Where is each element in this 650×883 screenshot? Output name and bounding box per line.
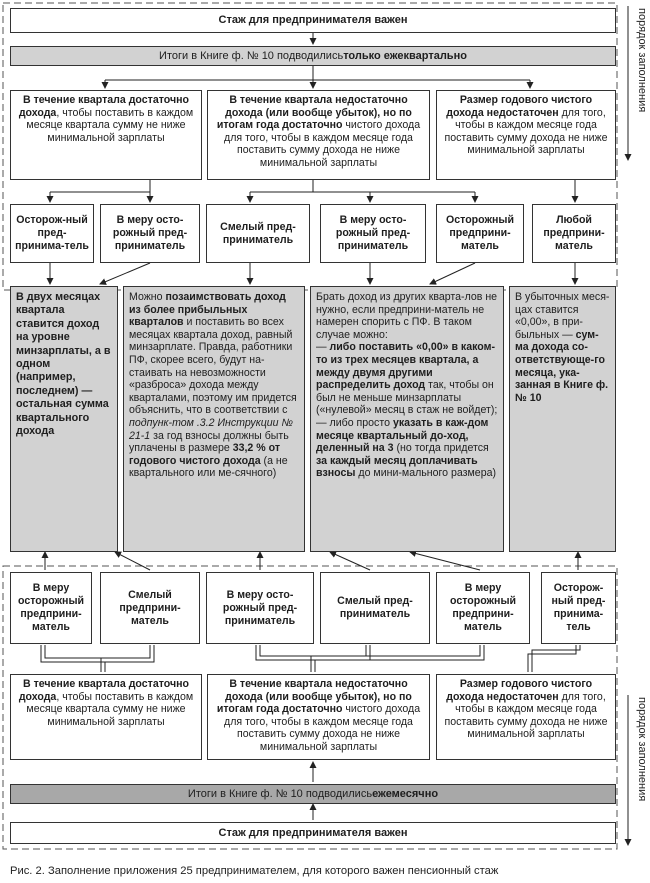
monthly-note-bar: [10, 784, 616, 804]
text-run: и поставить во всех месяцах квартала доход, равный минзарплате. Правда, работники ПФ, скорее всего, будут на-стаивать на невозможности «разброса» дохода между кварталами, поэтому им придется объяснить, что в соответствии с: [129, 316, 297, 417]
text-run: —: [316, 341, 330, 354]
monthly-note-emphasis: ежемесячно: [372, 787, 439, 800]
bottom-case-sufficient-year: [207, 674, 430, 760]
top-role-6: Любой предприни-матель: [532, 204, 616, 263]
text-run: чистого дохода для того, чтобы в каждом месяце года поставить сумму дохода не ниже минимальной зарплаты: [224, 119, 421, 169]
top-title-bar: Стаж для предпринимателя важен: [10, 8, 616, 33]
text-run: В течение квартала достаточно дохода: [18, 94, 190, 119]
bottom-role-6: Осторож-ный пред-принима-тель: [541, 572, 616, 644]
bottom-role-1: В меру осторожный предприни-матель: [10, 572, 92, 644]
top-role-3: Смелый пред-приниматель: [206, 204, 310, 263]
text-run: , чтобы поставить в каждом месяце квартала сумму не ниже минимальной зарплаты: [26, 106, 194, 144]
text-run: подпунк-том .3.2 Инструкции № 21-1: [129, 416, 293, 442]
top-role-1: Осторож-ный пред-принима-тель: [10, 204, 94, 263]
text-run: для того, чтобы в каждом месяце года поставить сумму дохода не ниже минимальной зарплаты: [444, 690, 608, 741]
text-run: (но тогда придется: [393, 442, 489, 455]
bottom-role-2: Смелый предприни-матель: [100, 572, 200, 644]
text-run: (а не квартального или ме-сячного): [129, 454, 288, 480]
text-run: указать в каж-дом месяце квартальный до-ход, деленный на 3: [316, 416, 489, 455]
text-run: для того, чтобы в каждом месяце года поставить сумму дохода не ниже минимальной зарплаты: [444, 106, 608, 157]
bottom-role-3: В меру осто-рожный пред-приниматель: [206, 572, 314, 644]
side-label-bottom: порядок заполнения: [636, 697, 648, 802]
text-run: до мини-мального размера): [355, 467, 497, 480]
monthly-note-text: Итоги в Книге ф. № 10 подводились: [187, 787, 373, 800]
text-run: сум-ма дохода со-ответствующе-го месяца, ука-занная в Книге ф. № 10: [515, 328, 609, 404]
text-run: либо поставить «0,00» в каком-то из трех месяцев квартала, а между двумя другими распределить доход: [316, 341, 495, 392]
bottom-role-5: В меру осторожный предприни-матель: [436, 572, 530, 644]
quarterly-note-emphasis: только ежеквартально: [343, 49, 467, 62]
text-run: В убыточных меся-цах ставится «0,00», в при-быльных —: [515, 291, 610, 341]
top-case-sufficient-quarter: [10, 90, 202, 180]
text-run: , чтобы поставить в каждом месяце квартала сумму не ниже минимальной зарплаты: [26, 690, 194, 728]
top-case-insufficient-year: [436, 90, 616, 180]
strategy-borrow-income: [123, 286, 305, 552]
top-role-2: В меру осто-рожный пред-приниматель: [100, 204, 200, 263]
text-run: Размер годового чистого дохода недостаточен: [446, 678, 593, 703]
text-run: Можно: [129, 291, 166, 303]
text-run: позаимствовать доход из более прибыльных кварталов: [129, 291, 286, 329]
quarterly-note-text: Итоги в Книге ф. № 10 подводились: [159, 49, 344, 62]
top-role-4: В меру осто-рожный пред-приниматель: [320, 204, 426, 263]
strategy-loss-months: [509, 286, 616, 552]
text-run: — либо просто: [316, 416, 393, 429]
bottom-case-insufficient-year: [436, 674, 616, 760]
strategy-two-months: [10, 286, 118, 552]
text-run: 33,2 % от годового чистого дохода: [129, 442, 281, 467]
top-role-5: Осторожный предприни-матель: [436, 204, 524, 263]
text-run: за год взносы должны быть уплачены в размере: [129, 429, 289, 455]
text-run: Брать доход из других кварта-лов не нужно, если предприни-матель не намерен спорить с ПФ. В таком случае можно:: [316, 291, 498, 341]
figure-caption: Рис. 2. Заполнение приложения 25 предпринимателем, для которого важен пенсионный стаж: [10, 865, 499, 877]
text-run: В двух месяцах квартала ставится доход на уровне минзарплаты, а в одном (например, последнем) — остальная сумма квартального дохода: [16, 291, 111, 438]
strategy-zero-month: [310, 286, 504, 552]
text-run: так, чтобы он был не меньше минзарплаты («нулевой» месяц в стаж не войдет);: [316, 379, 498, 417]
bottom-title-bar: Стаж для предпринимателя важен: [10, 822, 616, 844]
bottom-case-sufficient-quarter: [10, 674, 202, 760]
text-run: Размер годового чистого дохода недостаточен: [446, 94, 593, 119]
text-run: чистого дохода для того, чтобы в каждом месяце года поставить сумму дохода не ниже минимальной зарплаты: [224, 703, 421, 753]
text-run: В течение квартала недостаточно дохода (или вообще убыток), но по итогам года достаточно: [216, 94, 412, 132]
text-run: В течение квартала недостаточно дохода (или вообще убыток), но по итогам года достаточно: [216, 678, 412, 716]
top-case-sufficient-year: [207, 90, 430, 180]
quarterly-note-bar: [10, 46, 616, 66]
text-run: В течение квартала достаточно дохода: [18, 678, 190, 703]
text-run: за каждый месяц доплачивать взносы: [316, 454, 478, 480]
bottom-role-4: Смелый пред-приниматель: [320, 572, 430, 644]
side-label-top: порядок заполнения: [636, 8, 648, 113]
